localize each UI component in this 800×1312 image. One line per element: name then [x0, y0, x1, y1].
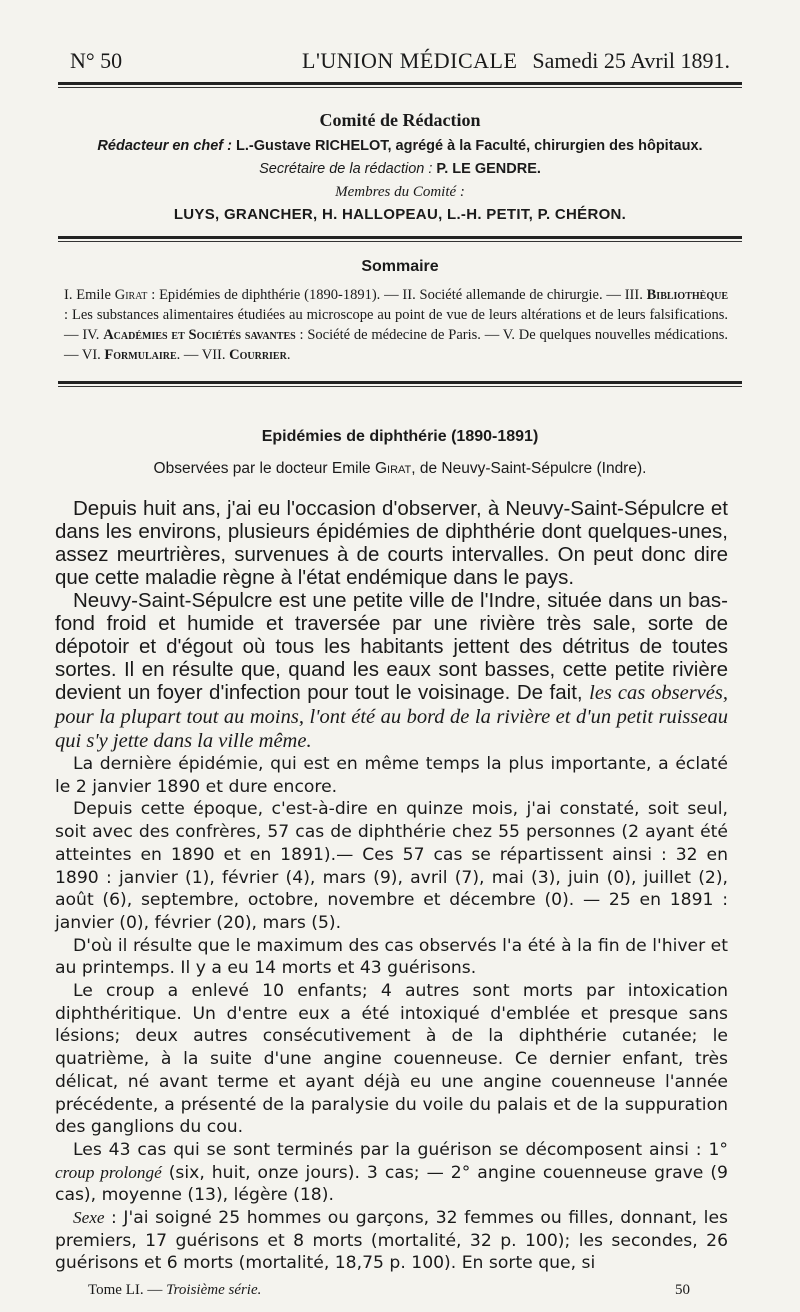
- subtitle-part: , de Neuvy-Saint-Sépulcre (Indre).: [411, 460, 647, 477]
- page-number: 50: [675, 1282, 690, 1298]
- committee-heading: Comité de Rédaction: [319, 110, 481, 130]
- sommaire-rule-thin: [58, 386, 742, 387]
- paragraph: Le croup a enlevé 10 enfants; 4 autres sont morts par intoxication diphthéritique. Un d'entre eux a été intoxiqué d'emblée et presque sans lésions; deux autres consécutivement à de la diphthérie cutanée; le quatrième, à la suite d'une angine couenneuse. Ce dernier enfant, très délicat, né avant terme et ayant déjà eu une angine couenneuse l'année précédente, a présenté de la paralysie du voile du palais et de la suppuration des ganglions du cou.: [55, 981, 728, 1138]
- sommaire-heading: Sommaire: [361, 258, 439, 275]
- sommaire-part: : Société de médecine de Paris. — V. De quelques nouvelles médications. — VI.: [64, 327, 728, 363]
- paragraph-text: Neuvy-Saint-Sépulcre est une petite ville de l'Indre, située dans un bas-fond froid et humide et traversée par une rivière très sale, sorte de dépotoir et d'égout où tous les habitants jettent des détritus de toutes sortes. Il en résulte que, quand les eaux sont basses, cette petite rivière devient un foyer d'infection pour tout le voisinage. De fait,: [55, 589, 728, 704]
- members-label: Membres du Comité :: [335, 184, 465, 200]
- sommaire-text: [64, 285, 728, 365]
- sommaire-part: : Epidémies de diphthérie (1890-1891). — II. Société allemande de chirurgie. — III.: [147, 287, 647, 303]
- sommaire-formulaire: Formulaire: [104, 347, 177, 363]
- paragraph: D'où il résulte que le maximum des cas observés l'a été à la fin de l'hiver et au printemps. Il y a eu 14 morts et 43 guérisons.: [55, 935, 728, 979]
- paragraph-italic: les cas observés, pour la plupart tout au moins, l'ont été au bord de la rivière et d'un petit ruisseau qui s'y jette dans la ville même.: [55, 682, 728, 752]
- running-header: [70, 48, 730, 78]
- sommaire-biblio: Bibliothèque: [646, 287, 728, 303]
- sommaire-courrier: Courrier: [229, 347, 287, 363]
- editor-line: [58, 135, 742, 158]
- secretary-label: Secrétaire de la rédaction :: [259, 161, 433, 177]
- journal-title: L'UNION MÉDICALE: [302, 48, 518, 73]
- sommaire-part: : Les substances alimentaires étudiées au microscope au point de vue de leurs altérations et de leurs falsifications. — IV.: [64, 307, 728, 343]
- editorial-committee: [58, 110, 742, 226]
- sommaire-academies: Académies et Sociétés savantes: [103, 327, 296, 343]
- paragraph: [55, 1139, 728, 1207]
- subtitle-author: Girat: [374, 460, 412, 477]
- header-rule: [58, 82, 742, 85]
- sommaire-part: I. Emile: [64, 287, 115, 303]
- issue-number: N° 50: [70, 48, 123, 73]
- volume-series: Tome LI. — Troisième série.: [88, 1282, 262, 1298]
- article-title: Epidémies de diphthérie (1890-1891): [261, 428, 539, 445]
- subtitle-part: Observées par le docteur Emile: [153, 460, 375, 477]
- paragraph: [55, 589, 728, 753]
- paragraph: Depuis huit ans, j'ai eu l'occasion d'observer, à Neuvy-Saint-Sépulcre et dans les environs, plusieurs épidémies de diphthérie dont quelques-unes, assez meurtrières, survenues à de courts intervalles. On peut donc dire que cette maladie règne à l'état endémique dans le pays.: [55, 497, 728, 589]
- sommaire-author: Girat: [114, 287, 148, 303]
- paragraph-text: Les 43 cas qui se sont terminés par la guérison se décomposent ainsi : 1°: [73, 1139, 728, 1160]
- paragraph-text: (six, huit, onze jours). 3 cas; — 2° angine couenneuse grave (9 cas), moyenne (13), légère (18).: [55, 1162, 728, 1206]
- sommaire-part: . — VII.: [176, 347, 230, 363]
- editor-name: L.-Gustave RICHELOT, agrégé à la Faculté, chirurgien des hôpitaux.: [236, 138, 703, 154]
- header-rule-thin: [58, 87, 742, 88]
- editor-label: Rédacteur en chef :: [97, 138, 232, 154]
- sommaire-part: .: [286, 347, 291, 363]
- secretary-line: [58, 158, 742, 181]
- sommaire-rule: [58, 381, 742, 384]
- article-subtitle: [0, 460, 800, 478]
- issue-date: Samedi 25 Avril 1891.: [532, 48, 730, 73]
- paragraph: Depuis cette époque, c'est-à-dire en quinze mois, j'ai constaté, soit seul, soit avec des confrères, 57 cas de diphthérie chez 55 personnes (2 ayant été atteintes en 1890 et en 1891).— Ces 57 cas se répartissent ainsi : 32 en 1890 : janvier (1), février (4), mars (9), avril (7), mai (3), juin (0), juillet (2), août (6), septembre, octobre, novembre et décembre (0). — 25 en 1891 : janvier (0), février (20), mars (5).: [55, 799, 728, 933]
- article-body: [55, 497, 728, 1275]
- paragraph: [55, 1207, 728, 1275]
- paragraph-italic: croup prolongé: [55, 1162, 162, 1182]
- paragraph: La dernière épidémie, qui est en même temps la plus importante, a éclaté le 2 janvier 1890 et dure encore.: [55, 754, 728, 797]
- committee-rule: [58, 236, 742, 239]
- paragraph-italic: Sexe: [73, 1208, 105, 1228]
- members-list: LUYS, GRANCHER, H. HALLOPEAU, L.-H. PETIT, P. CHÉRON.: [173, 206, 627, 223]
- paragraph-text: : J'ai soigné 25 hommes ou garçons, 32 femmes ou filles, donnant, les premiers, 17 guérisons et 8 morts (mortalité, 32 p. 100); les secondes, 26 guérisons et 6 morts (mortalité, 18,75 p. 100). En sorte que, si: [55, 1208, 728, 1274]
- committee-rule-thin: [58, 241, 742, 242]
- secretary-name: P. LE GENDRE.: [436, 161, 541, 177]
